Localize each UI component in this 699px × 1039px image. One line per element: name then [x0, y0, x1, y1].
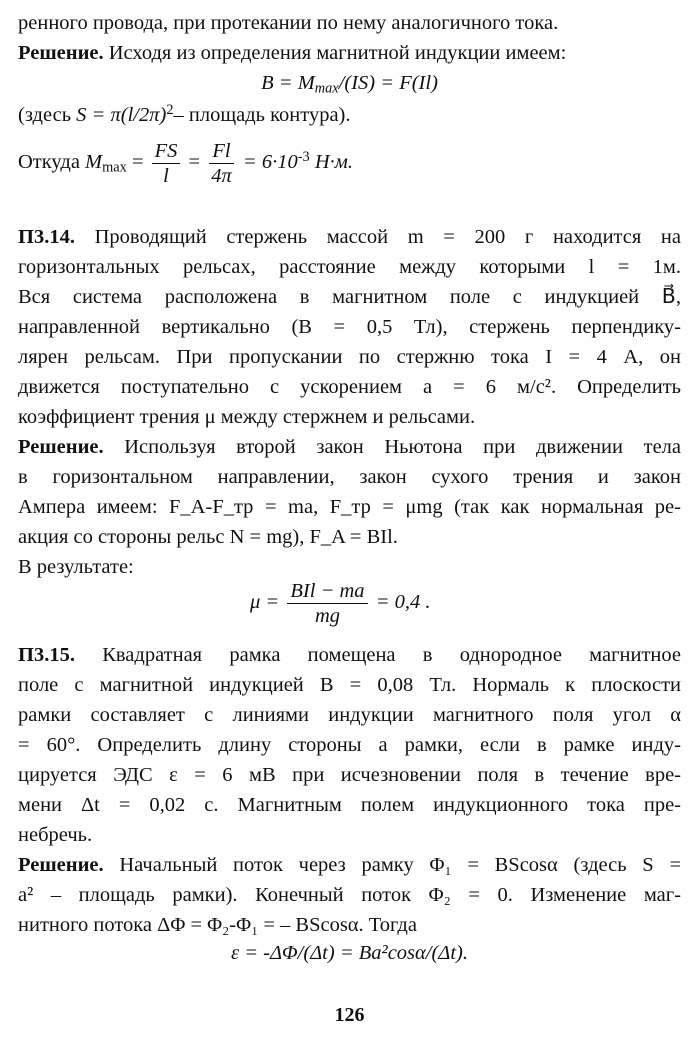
text-line: акция со стороны рельс N = mg), F_A = BIl.	[18, 526, 398, 548]
formula-line	[18, 68, 681, 98]
text-line: коэффициент трения μ между стержнем и рельсами.	[18, 406, 476, 428]
text-line	[18, 850, 681, 880]
formula-text: S = π(l/2π)	[76, 104, 167, 126]
formula-line	[250, 574, 550, 630]
text-line: направленной вертикально (B = 0,5 Тл), стержень перпендику-	[18, 316, 681, 338]
formula-text: μ =	[250, 591, 285, 613]
formula-text: Н·м.	[309, 151, 353, 173]
formula-text: B = M	[261, 72, 315, 94]
text-line: в горизонтальном направлении, закон сухого трения и закон	[18, 466, 681, 488]
formula-text: M	[85, 151, 103, 173]
formula-superscript: 2	[166, 101, 174, 118]
fraction-numerator: Fl	[209, 139, 233, 164]
text-span: Начальный поток через рамку Φ₁ = BScosα (здесь S =	[103, 854, 681, 876]
solution-heading: Решение.	[18, 42, 104, 64]
text-line	[18, 432, 681, 462]
text-line: небречь.	[18, 824, 93, 846]
text-line: движется поступательно с ускорением a = 6 м/с². Определить	[18, 376, 681, 398]
text-line: лярен рельсам. При пропускании по стержню тока I = 4 А, он	[18, 346, 681, 368]
page-number: 126	[334, 1004, 365, 1026]
fraction	[152, 139, 181, 188]
formula-text: /(IS) = F(Il)	[338, 72, 438, 94]
formula-line	[18, 938, 681, 968]
fraction	[208, 139, 235, 188]
text-line: Вся система расположена в магнитном поле с индукцией B⃗,	[18, 286, 681, 308]
text-span: Используя второй закон Ньютона при движении тела	[103, 436, 681, 458]
text-line: рамки составляет с линиями индукции магнитного поля угол α	[18, 704, 681, 726]
text-span: – площадь контура).	[173, 104, 351, 126]
formula-subscript: max	[102, 159, 127, 176]
text-span: Откуда	[18, 151, 86, 173]
problem-number: П3.15.	[18, 644, 75, 666]
formula-line	[18, 134, 681, 190]
problem-number: П3.14.	[18, 226, 75, 248]
text-line	[18, 38, 681, 68]
text-span: Квадратная рамка помещена в однородное магнитное	[74, 644, 681, 666]
fraction-denominator: l	[163, 164, 169, 187]
formula-text: =	[183, 151, 206, 173]
text-span: (здесь	[18, 104, 77, 126]
text-line: поле с магнитной индукцией B = 0,08 Тл. Нормаль к плоскости	[18, 674, 681, 696]
text-line: Ампера имеем: F_A-F_тр = ma, F_тр = μmg (так как нормальная ре-	[18, 496, 681, 518]
formula-subscript: max	[314, 80, 339, 97]
text-line: мени Δt = 0,02 с. Магнитным полем индукционного тока пре-	[18, 794, 681, 816]
text-span: Исходя из определения магнитной индукции имеем:	[103, 42, 567, 64]
formula-text: =	[126, 151, 149, 173]
text-line: горизонтальных рельсах, расстояние между которыми l = 1м.	[18, 256, 681, 278]
text-span: Проводящий стержень массой m = 200 г находится на	[74, 226, 681, 248]
fraction-numerator: FS	[152, 139, 181, 164]
solution-heading: Решение.	[18, 436, 104, 458]
text-line: a² – площадь рамки). Конечный поток Φ₂ = 0. Изменение маг-	[18, 884, 681, 906]
formula-superscript: -3	[297, 148, 310, 165]
text-line	[18, 640, 681, 670]
fraction-denominator: 4π	[211, 164, 232, 187]
formula-text: = 0,4 .	[370, 591, 431, 613]
text-line: нитного потока ΔΦ = Φ₂-Φ₁ = – BScosα. Тогда	[18, 914, 417, 936]
formula-text: ε = -ΔΦ/(Δt) = Ba²cosα/(Δt).	[231, 942, 468, 964]
solution-heading: Решение.	[18, 854, 104, 876]
fraction	[287, 579, 367, 628]
text-line: цируется ЭДС ε = 6 мВ при исчезновении поля в течение вре-	[18, 764, 681, 786]
text-line: В результате:	[18, 556, 134, 578]
fraction-denominator: mg	[314, 604, 340, 627]
text-line	[18, 222, 681, 252]
text-line: ренного провода, при протекании по нему аналогичного тока.	[18, 12, 559, 34]
fraction-numerator: BIl − ma	[287, 579, 367, 604]
formula-text: = 6·10	[237, 151, 298, 173]
text-line	[18, 100, 681, 130]
text-line: = 60°. Определить длину стороны a рамки, если в рамке инду-	[18, 734, 681, 756]
